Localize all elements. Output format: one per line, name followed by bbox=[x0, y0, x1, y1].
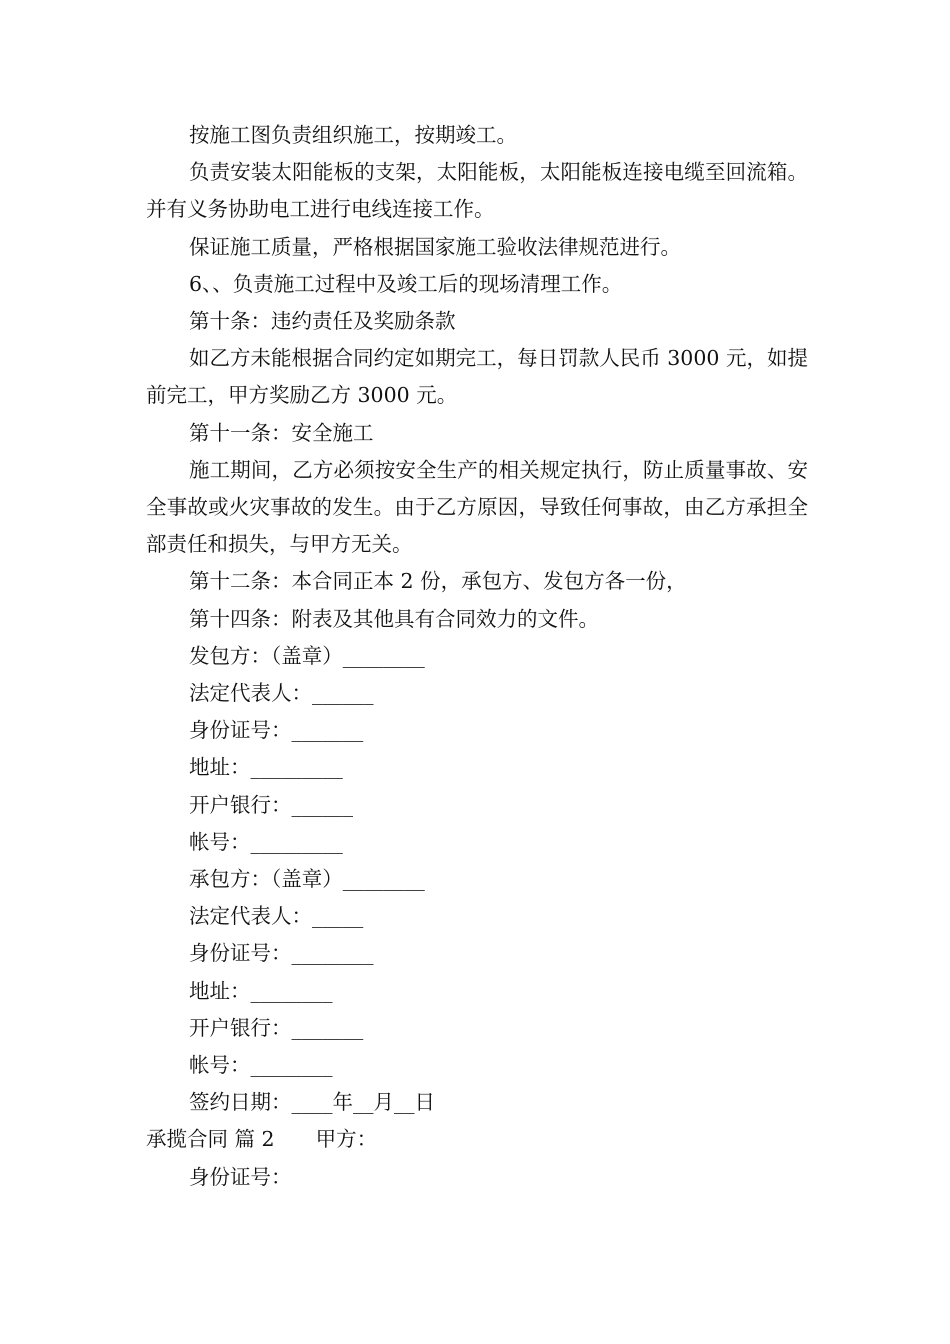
field-contractor-legal-rep: 法定代表人：_____ bbox=[189, 904, 364, 929]
field-signing-date: 签约日期：____年__月__日 bbox=[189, 1090, 435, 1115]
paragraph-site-cleanup: 6、、负责施工过程中及竣工后的现场清理工作。 bbox=[189, 271, 623, 296]
field-employer-account: 帐号：_________ bbox=[189, 829, 343, 854]
paragraph-solar-panel-installation: 负责安装太阳能板的支架，太阳能板，太阳能板连接电缆至回流箱。并有义务协助电工进行电线连接工作。 bbox=[146, 160, 808, 222]
article-14-attachments: 第十四条：附表及其他具有合同效力的文件。 bbox=[189, 606, 599, 631]
field-party-a-id-number: 身份证号： bbox=[189, 1164, 292, 1189]
field-employer-legal-rep: 法定代表人：______ bbox=[189, 681, 374, 706]
paragraph-quality-assurance: 保证施工质量，严格根据国家施工验收法律规范进行。 bbox=[189, 234, 681, 259]
article-11-heading: 第十一条：安全施工 bbox=[189, 420, 374, 445]
paragraph-construction-schedule: 按施工图负责组织施工，按期竣工。 bbox=[189, 123, 517, 147]
article-12-copies: 第十二条：本合同正本 2 份，承包方、发包方各一份， bbox=[189, 569, 687, 594]
contract-body bbox=[146, 117, 808, 1196]
article-10-heading: 第十条：违约责任及奖励条款 bbox=[189, 309, 456, 334]
field-employer-seal: 发包方：（盖章）________ bbox=[189, 643, 425, 668]
field-contractor-seal: 承包方：（盖章）________ bbox=[189, 867, 425, 892]
field-employer-bank: 开户银行：______ bbox=[189, 792, 353, 817]
field-contractor-bank: 开户银行：_______ bbox=[189, 1015, 364, 1040]
paragraph-penalty-reward: 如乙方未能根据合同约定如期完工，每日罚款人民币 3000 元，如提前完工，甲方奖励乙方 3000 元。 bbox=[146, 346, 808, 408]
field-contractor-address: 地址：________ bbox=[189, 978, 333, 1003]
paragraph-safety: 施工期间，乙方必须按安全生产的相关规定执行，防止质量事故、安全事故或火灾事故的发生。由于乙方原因，导致任何事故，由乙方承担全部责任和损失，与甲方无关。 bbox=[146, 457, 808, 557]
field-employer-id-number: 身份证号：_______ bbox=[189, 718, 364, 743]
field-contractor-account: 帐号：________ bbox=[189, 1053, 333, 1078]
field-contractor-id-number: 身份证号：________ bbox=[189, 941, 374, 966]
field-employer-address: 地址：_________ bbox=[189, 755, 343, 780]
section-heading-contract-2: 承揽合同 篇 2 甲方： bbox=[146, 1127, 378, 1152]
